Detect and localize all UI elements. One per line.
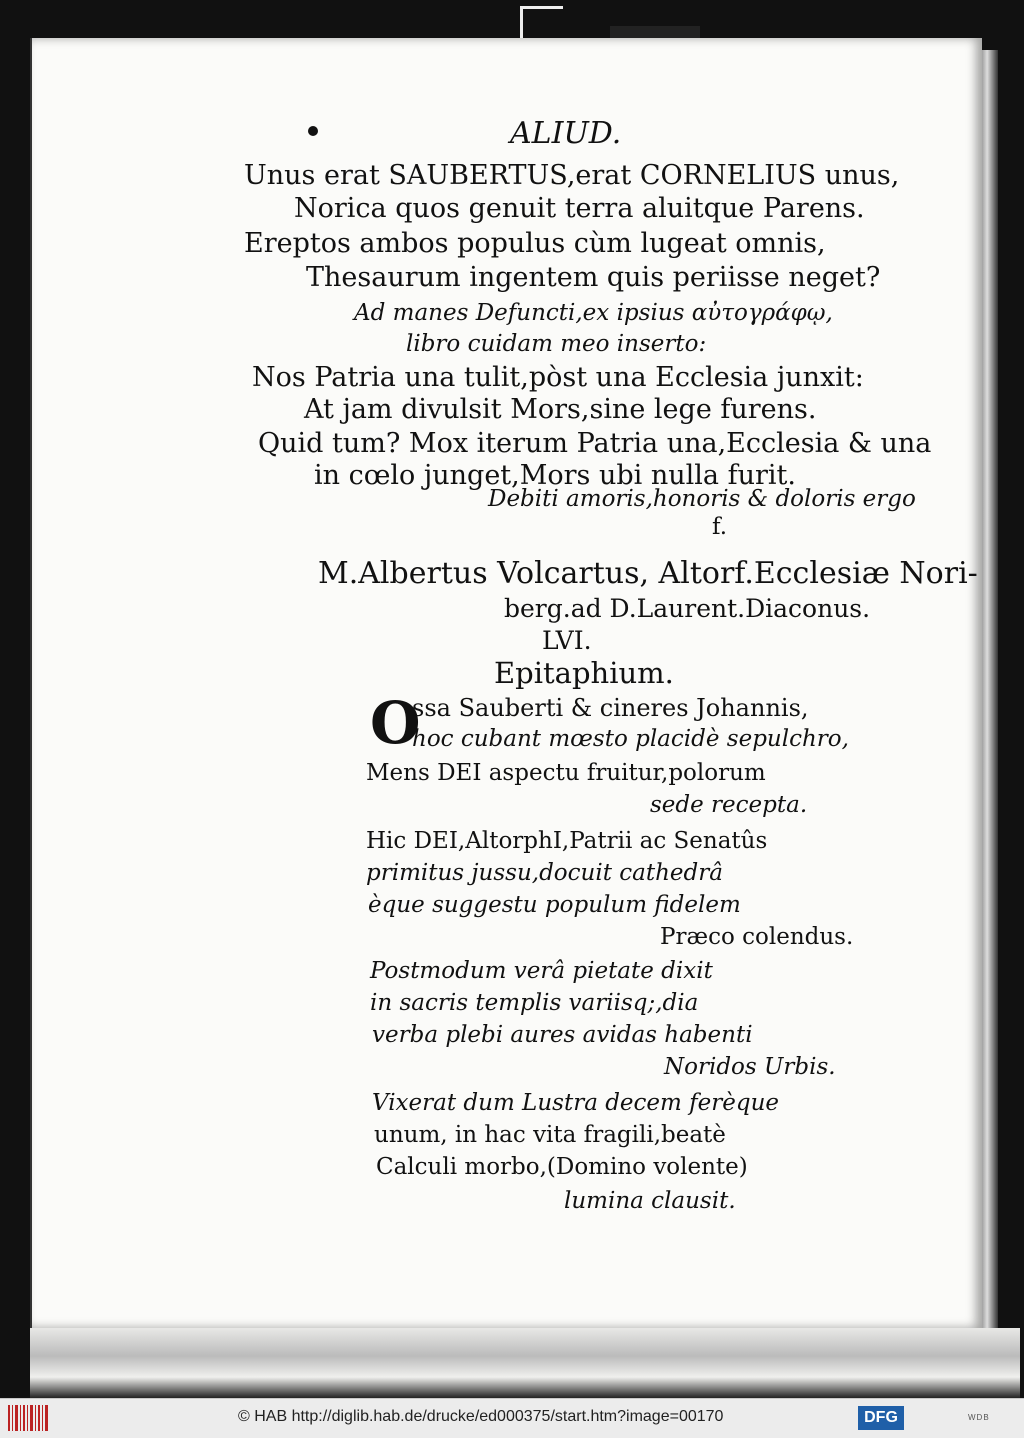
barcode-icon — [8, 1405, 48, 1431]
stanza1-line-4: Thesaurum ingentem quis periisse neget? — [306, 262, 881, 293]
epitaph-line-6: primitus jussu,docuit cathedrâ — [366, 860, 723, 886]
stanza2-line-3: Quid tum? Mox iterum Patria una,Ecclesia & una — [258, 428, 932, 459]
stanza1-line-3: Ereptos ambos populus cùm lugeat omnis, — [244, 228, 826, 259]
source-link[interactable]: © HAB http://diglib.hab.de/drucke/ed000375/start.htm?image=00170 — [238, 1408, 724, 1425]
subheading-line-2: libro cuidam meo inserto: — [406, 331, 707, 357]
stanza1-line-1: Unus erat SAUBERTUS,erat CORNELIUS unus, — [244, 160, 900, 191]
poem-number: LVI. — [542, 626, 592, 655]
author-line-1: M.Albertus Volcartus, Altorf.Ecclesiæ Nori- — [318, 556, 978, 591]
epitaph-line-2: hoc cubant mœsto placidè sepulchro, — [412, 726, 849, 752]
stanza2-line-4: in cœlo junget,Mors ubi nulla furit. — [314, 460, 796, 491]
page-heading: ALIUD. — [510, 116, 622, 151]
dfg-logo: DFG — [858, 1406, 904, 1430]
epitaph-line-4: sede recepta. — [650, 792, 808, 818]
drop-cap: O — [370, 689, 421, 757]
page-bottom-edge — [30, 1328, 1020, 1398]
epitaph-line-13: Vixerat dum Lustra decem ferèque — [372, 1090, 780, 1116]
printer-star-mark — [308, 126, 318, 136]
wdb-code: WDB — [968, 1413, 990, 1422]
epitaph-line-16: lumina clausit. — [564, 1188, 736, 1214]
epitaph-line-11: verba plebi aures avidas habenti — [372, 1022, 753, 1048]
epitaph-line-15: Calculi morbo,(Domino volente) — [376, 1154, 748, 1180]
epitaph-title: Epitaphium. — [494, 656, 674, 690]
dedication-mark: f. — [712, 514, 728, 540]
epitaph-line-5: Hic DEI,AltorphI,Patrii ac Senatûs — [366, 828, 768, 854]
epitaph-line-10: in sacris templis variisq;,dia — [370, 990, 699, 1016]
epitaph-line-9: Postmodum verâ pietate dixit — [370, 958, 713, 984]
epitaph-line-14: unum, in hac vita fragili,beatè — [374, 1122, 726, 1148]
book-page — [30, 38, 982, 1328]
stanza2-line-1: Nos Patria una tulit,pòst una Ecclesia junxit: — [252, 362, 864, 393]
dedication: Debiti amoris,honoris & doloris ergo — [488, 486, 916, 512]
page-text — [32, 38, 982, 1328]
page-edge — [980, 50, 998, 1340]
epitaph-line-1: ssa Sauberti & cineres Johannis, — [412, 694, 809, 722]
subheading-line-1: Ad manes Defuncti,ex ipsius αὐτογράφῳ, — [354, 300, 833, 326]
epitaph-line-3: Mens DEI aspectu fruitur,polorum — [366, 760, 766, 786]
epitaph-line-7: èque suggestu populum fidelem — [368, 892, 741, 918]
stanza1-line-2: Norica quos genuit terra aluitque Parens. — [294, 193, 865, 224]
viewer-footer — [0, 1398, 1024, 1438]
author-line-2: berg.ad D.Laurent.Diaconus. — [504, 594, 871, 623]
epitaph-line-8: Præco colendus. — [660, 924, 854, 950]
stanza2-line-2: At jam divulsit Mors,sine lege furens. — [304, 394, 817, 425]
epitaph-line-12: Noridos Urbis. — [664, 1054, 836, 1080]
